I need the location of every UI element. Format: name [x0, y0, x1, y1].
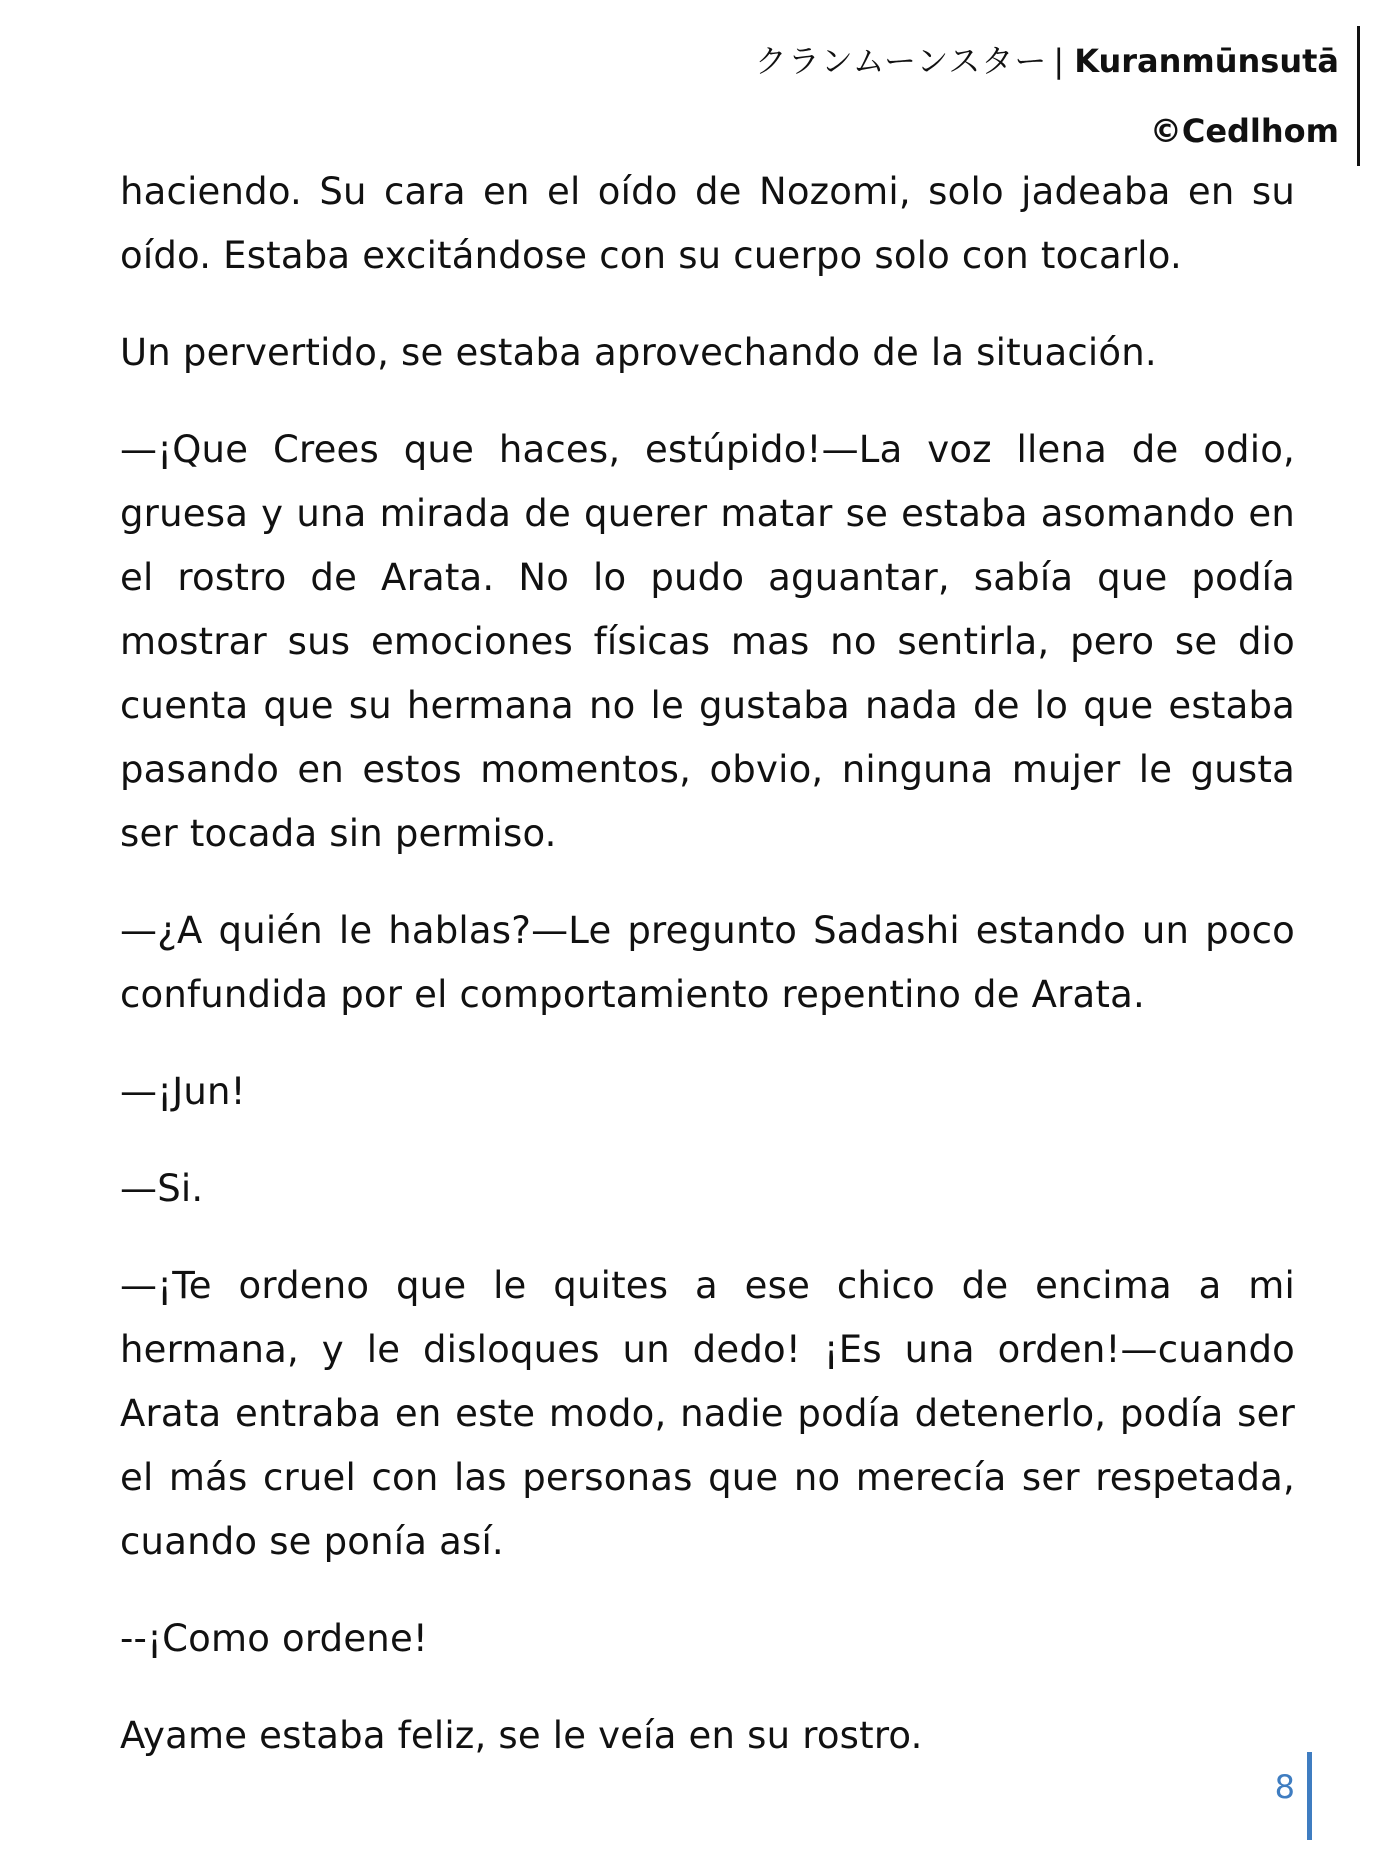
header-title-line [755, 26, 1339, 96]
paragraph: —¡Jun! [120, 1070, 246, 1113]
header-title-japanese: クランムーンスター [754, 42, 1048, 80]
header-separator: | [1053, 42, 1065, 80]
page-number-accent-bar [1307, 1752, 1312, 1840]
paragraph: haciendo. Su cara en el oído de Nozomi, solo jadeaba en su oído. Estaba excitándose con su cuerpo solo con tocarlo. [120, 170, 1295, 277]
page-footer [1275, 1752, 1312, 1840]
paragraph: --¡Como ordene! [120, 1617, 428, 1660]
paragraph: —¡Que Crees que haces, estúpido!—La voz llena de odio, gruesa y una mirada de querer matar se estaba asomando en el rostro de Arata. No lo pudo aguantar, sabía que podía mostrar sus emociones físicas mas no sentirla, pero se dio cuenta que su hermana no le gustaba nada de lo que estaba pasando en estos momentos, obvio, ninguna mujer le gusta ser tocada sin permiso. [120, 428, 1295, 855]
paragraph: —¡Te ordeno que le quites a ese chico de encima a mi hermana, y le disloques un dedo! ¡Es una orden!—cuando Arata entraba en este modo, nadie podía detenerlo, podía ser el más cruel con las personas que no merecía ser respetada, cuando se ponía así. [120, 1264, 1295, 1563]
page-body [120, 160, 1295, 1801]
page-header [755, 26, 1360, 166]
page-number: 8 [1274, 1768, 1295, 1806]
header-title-romaji: Kuranmūnsutā [1074, 42, 1339, 80]
paragraph: Un pervertido, se estaba aprovechando de la situación. [120, 331, 1157, 374]
paragraph: —¿A quién le hablas?—Le pregunto Sadashi estando un poco confundida por el comportamiento repentino de Arata. [120, 909, 1295, 1016]
header-author: ©Cedlhom [1149, 112, 1339, 150]
paragraph: Ayame estaba feliz, se le veía en su rostro. [120, 1714, 923, 1757]
paragraph: —Si. [120, 1167, 204, 1210]
